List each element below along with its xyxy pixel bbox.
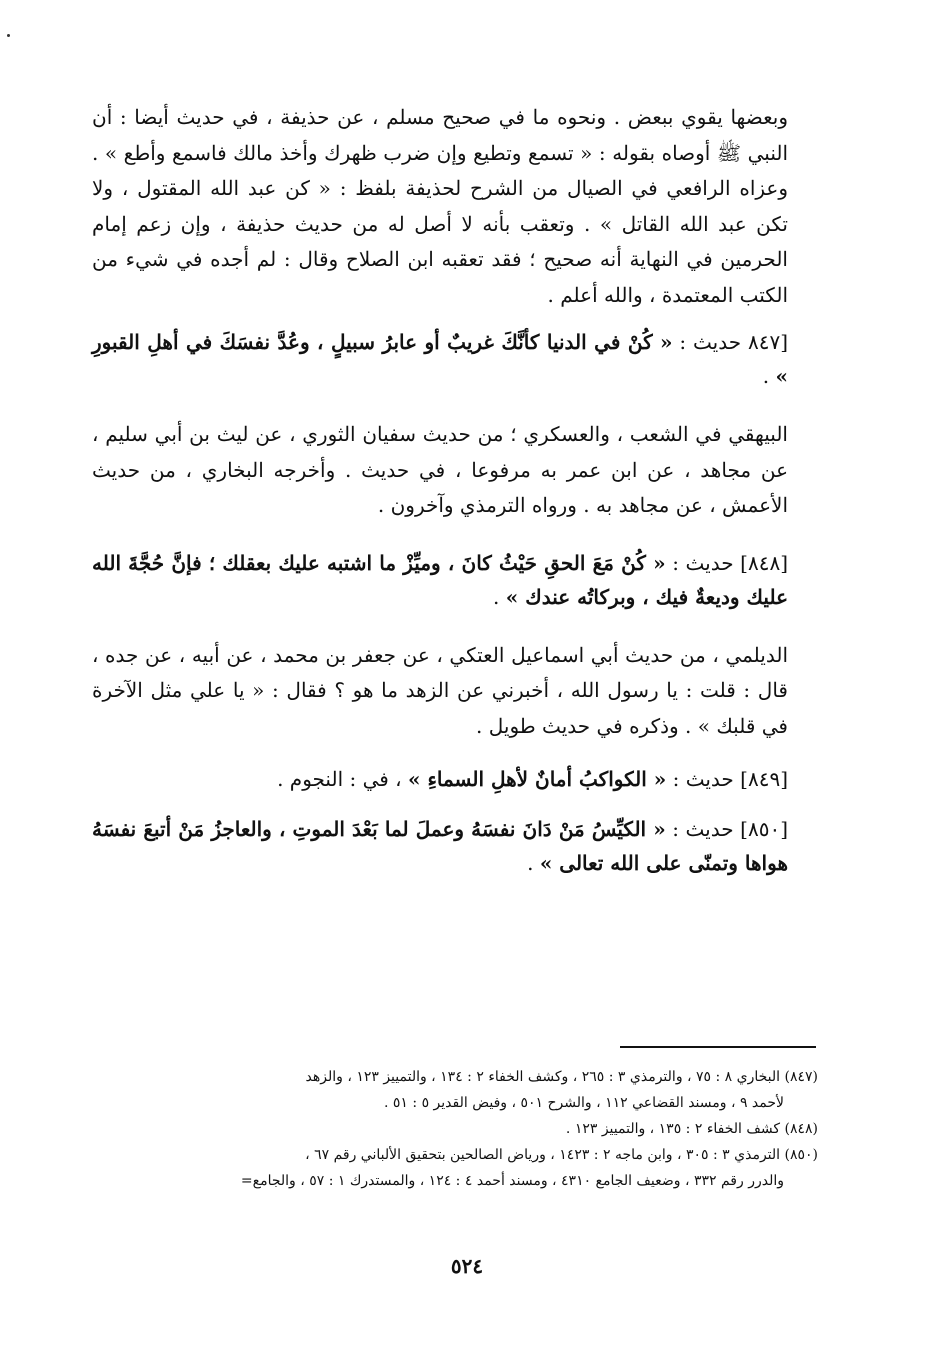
page-number: ٥٢٤	[450, 1254, 484, 1278]
hadith-847-number: [٨٤٧	[747, 330, 788, 354]
footnote-847-line-1: (٨٤٧) البخاري ٨ : ٧٥ ، والترمذي ٣ : ٢٦٥ ، وكشف الخفاء ٢ : ١٣٤ ، والتمييز ١٢٣ ، والزهد	[305, 1069, 818, 1085]
hadith-850-text: « الكيِّسُ مَنْ دَانَ نفسَهُ وعملَ لما بَعْدَ الموتِ ، والعاجزُ مَنْ أتبعَ نفسَهُ هواها وتمنّى على الله تعالى »	[92, 817, 788, 875]
footnote-848: (٨٤٨) كشف الخفاء ٢ : ١٣٥ ، والتمييز ١٢٣ .	[565, 1121, 818, 1137]
hadith-849-number: [٨٤٩]	[740, 767, 788, 791]
footnote-850-line-2: والدرر رقم ٣٣٢ ، وضعيف الجامع ٤٣١٠ ، ومسند أحمد ٤ : ١٢٤ ، والمستدرك ١ : ٥٧ ، والجامع=	[240, 1173, 784, 1189]
hadith-847-text: « كُنْ في الدنيا كأنَّكَ غريبٌ أو عابرُ سبيلٍ ، وعُدَّ نفسَكَ في أهلِ القبورِ »	[92, 330, 788, 388]
page-body	[92, 100, 814, 880]
paragraph-2: البيهقي في الشعب ، والعسكري ؛ من حديث سفيان الثوري ، عن ليث بن أبي سليم ، عن مجاهد ، عن ابن عمر به مرفوعا ، في حديث . وأخرجه البخاري ، من حديث الأعمش ، عن مجاهد به . ورواه الترمذي وآخرون .	[92, 422, 788, 517]
hadith-849-label: حديث :	[672, 767, 734, 791]
hadith-847-label: حديث :	[679, 330, 742, 354]
footnote-847-line-2: لأحمد ٩ ، ومسند القضاعي ١١٢ ، والشرح ٥٠١ ، وفيض القدير ٥ : ٥١ .	[383, 1095, 784, 1111]
hadith-849-text: « الكواكبُ أمانٌ لأهلِ السماءِ »	[407, 767, 667, 791]
hadith-848-number: [٨٤٨]	[740, 550, 789, 575]
paragraph-3: الديلمي ، من حديث أبي اسماعيل العتكي ، عن جعفر بن محمد ، عن أبيه ، عن جده ، قال : قلت : يا رسول الله ، أخبرني عن الزهد ما هو ؟ فقال : « يا علي مثل الآخرة في قلبك » . وذكره في حديث طويل .	[92, 642, 788, 738]
hadith-850-label: حديث :	[672, 817, 734, 841]
hadith-847	[92, 325, 814, 393]
hadith-850	[92, 812, 814, 880]
hadith-850-tail: .	[527, 851, 534, 875]
footnote-separator	[620, 1046, 816, 1048]
scan-speck	[7, 34, 10, 37]
footnote-850-line-1: (٨٥٠) الترمذي ٣ : ٣٠٥ ، وابن ماجه ٢ : ١٤٢٣ ، ورياض الصالحين بتحقيق الألباني رقم ٦٧ ،	[305, 1147, 818, 1163]
footnotes	[84, 1064, 818, 1194]
paragraph-1: وبعضها يقوي ببعض . ونحوه ما في صحيح مسلم ، عن حذيفة ، في حديث أيضا : أن النبي ﷺ أوصاه بقوله : « تسمع وتطيع وإن ضرب ظهرك وأخذ مالك فاسمع وأطع » . وعزاه الرافعي في الصيال من الشرح لحذيفة بلفظ : « كن عبد الله المقتول ، ولا تكن عبد الله القاتل » . وتعقب بأنه لا أصل له من حديث حذيفة ، وإن زعم إمام الحرمين في النهاية أنه صحيح ؛ فقد تعقبه ابن الصلاح وقال : لم أجده في شيء من الكتب المعتمدة ، والله أعلم .	[92, 105, 789, 307]
hadith-848-tail: .	[493, 584, 500, 609]
hadith-850-number: [٨٥٠]	[740, 817, 788, 841]
hadith-849	[92, 762, 814, 796]
hadith-848-label: حديث :	[672, 550, 734, 575]
hadith-848-text: « كُنْ مَعَ الحقِ حَيْثُ كانَ ، وميِّزْ ما اشتبه عليك بعقلك ؛ فإنَّ حُجَّةَ الله عليك وديعةٌ فيك ، وبركاتُه عندك »	[92, 550, 788, 609]
hadith-847-tail: .	[762, 364, 770, 388]
hadith-849-tail: ، في : النجوم .	[277, 767, 402, 791]
hadith-848	[92, 546, 814, 614]
